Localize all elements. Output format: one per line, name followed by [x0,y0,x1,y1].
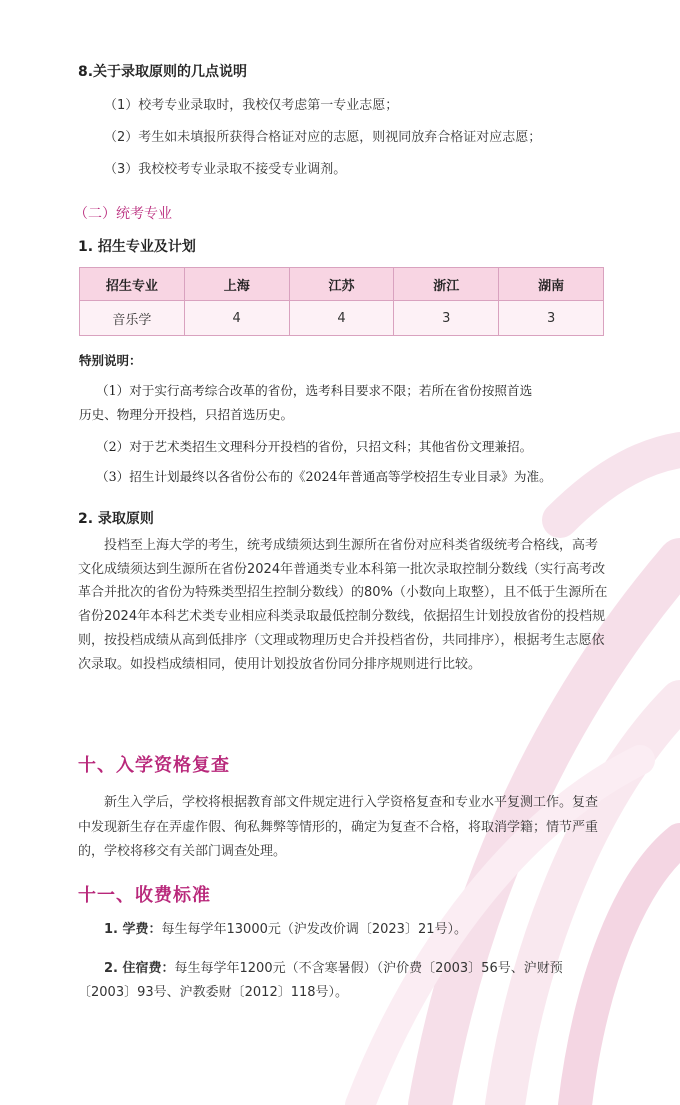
admission-principle-text: 投档至上海大学的考生，统考成绩须达到生源所在省份对应科类省级统考合格线，高考文化成绩须达到生源所在省份2024年普通类专业本科第一批次录取控制分数线（实行高考改革合并批次的省份为特殊类型招生控制分数线）的80%（小数向上取整），且不低于生源所在省份2024年本科艺术类专业相应科类录取最低控制分数线，依据招生计划投放省份的投档规则，按投档成绩从高到低排序（文理或物理历史合并投档省份，共同排序），根据考生志愿依次录取。如投档成绩相同，使用计划投放省份同分排序规则进行比较。 [78,538,608,672]
admission-note-2: （2）考生如未填报所获得合格证对应的志愿，则视同放弃合格证对应志愿； [104,130,542,145]
admission-principle-title: 2. 录取原则 [78,511,154,527]
table-cell: 3 [499,301,604,336]
table-cell: 音乐学 [80,301,185,336]
section-11-heading: 十一、收费标准 [78,885,211,906]
admission-note-1: （1）校考专业录取时，我校仅考虑第一专业志愿； [104,98,399,113]
special-notes-title: 特别说明： [79,353,142,368]
table-header-cell: 招生专业 [80,268,185,301]
section-10-text: 新生入学后，学校将根据教育部文件规定进行入学资格复查和专业水平复测工作。复查中发现新生存在弄虚作假、徇私舞弊等情形的，确定为复查不合格，将取消学籍；情节严重的，学校将移交有关部门调查处理。 [78,795,599,859]
housing-text-2: 〔2003〕93号、沪教委财〔2012〕118号）。 [78,985,349,1000]
enrollment-plan-table [79,267,604,336]
special-note-line-2: 历史、物理分开投档，只招首选历史。 [79,407,294,422]
table-header-row [80,268,604,301]
admission-notes-title: 8.关于录取原则的几点说明 [78,64,248,80]
table-cell: 4 [184,301,289,336]
special-note-line-1: （1）对于实行高考综合改革的省份，选考科目要求不限；若所在省份按照首选 [96,383,533,398]
table-row [80,301,604,336]
table-header-cell: 江苏 [289,268,394,301]
table-cell: 4 [289,301,394,336]
admission-note-3: （3）我校校考专业录取不接受专业调剂。 [104,162,347,177]
table-header-cell: 上海 [184,268,289,301]
housing-line-1 [104,957,563,976]
unified-exam-heading: （二）统考专业 [74,206,172,222]
housing-label: 2. 住宿费： [104,961,175,976]
plan-title: 1. 招生专业及计划 [78,239,196,255]
housing-text-1: 每生每学年1200元（不含寒暑假）（沪价费〔2003〕56号、沪财预 [174,961,563,976]
tuition-label: 1. 学费： [104,922,162,937]
tuition-line [104,918,467,937]
section-10-heading: 十、入学资格复查 [78,755,230,776]
special-note-line-3: （2）对于艺术类招生文理科分开投档的省份，只招文科；其他省份文理兼招。 [96,439,533,454]
special-note-line-4: （3）招生计划最终以各省份公布的《2024年普通高等学校招生专业目录》为准。 [96,469,552,484]
table-header-cell: 湖南 [499,268,604,301]
table-cell: 3 [394,301,499,336]
tuition-text: 每生每学年13000元（沪发改价调〔2023〕21号）。 [161,922,467,937]
table-header-cell: 浙江 [394,268,499,301]
